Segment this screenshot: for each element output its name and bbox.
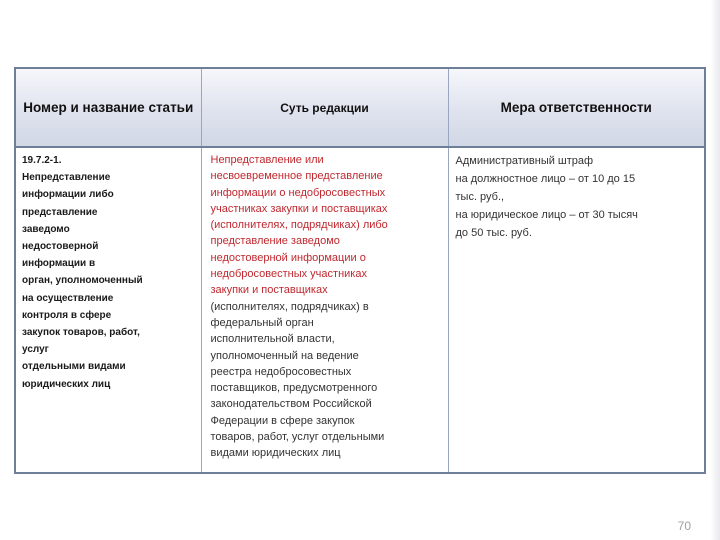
essence-line: товаров, работ, услуг отдельными: [210, 431, 385, 444]
article-line: закупок товаров, работ,: [22, 327, 140, 339]
article-line: услуг: [22, 344, 49, 356]
essence-cell: [201, 147, 448, 473]
essence-red-line: закупки и поставщиках: [210, 284, 328, 297]
essence-line: (исполнителях, подрядчиках) в: [210, 300, 369, 313]
penalty-text: [450, 149, 704, 242]
header-article: Номер и название статьи: [15, 68, 201, 147]
essence-line: уполномоченный на ведение: [210, 349, 359, 362]
header-row: [15, 68, 705, 147]
article-cell: [15, 147, 201, 473]
article-line: представление: [22, 206, 98, 218]
penalty-cell: [448, 147, 705, 473]
essence-red-line: участниках закупки и поставщиках: [210, 202, 388, 215]
header-essence: Суть редакции: [201, 68, 448, 147]
essence-line: Федерации в сфере закупок: [210, 414, 355, 427]
essence-red-line: недобросовестных участниках: [210, 268, 367, 281]
essence-line: поставщиков, предусмотренного: [210, 382, 378, 395]
essence-red-line: представление заведомо: [210, 235, 340, 248]
article-line: недостоверной: [22, 241, 99, 253]
essence-red-line: информации о недобросовестных: [210, 186, 386, 199]
essence-line: исполнительной власти,: [210, 333, 335, 346]
header-penalty: Мера ответственности: [448, 68, 705, 147]
decorative-edge-bar: [710, 0, 720, 540]
article-line: информации либо: [22, 189, 114, 201]
article-line: заведомо: [22, 223, 70, 235]
essence-red-line: Непредставление или: [210, 154, 324, 166]
article-line: юридических лиц: [22, 378, 111, 390]
penalty-line: тыс. руб.,: [455, 191, 505, 203]
page-number: 70: [677, 519, 691, 533]
penalty-line: на юридическое лицо – от 30 тысяч: [455, 209, 638, 221]
article-text: [17, 149, 200, 393]
essence-line: федеральный орган: [210, 316, 314, 329]
essence-line: видами юридических лиц: [210, 447, 341, 460]
essence-line: реестра недобросовестных: [210, 365, 352, 378]
article-line: отдельными видами: [22, 361, 126, 373]
essence-text: [203, 149, 447, 462]
liability-table: [14, 67, 706, 474]
essence-red-line: несвоевременное представление: [210, 170, 383, 183]
article-line: 19.7.2-1.: [22, 155, 62, 166]
essence-line: законодательством Российской: [210, 398, 372, 411]
article-line: Непредставление: [22, 172, 111, 184]
penalty-line: Административный штраф: [455, 155, 594, 167]
penalty-line: до 50 тыс. руб.: [455, 227, 532, 239]
article-line: информации в: [22, 258, 96, 270]
table-row: [15, 147, 705, 473]
essence-red-line: (исполнителях, подрядчиках) либо: [210, 219, 388, 232]
essence-red-line: недостоверной информации о: [210, 251, 366, 264]
article-line: на осуществление: [22, 292, 114, 304]
penalty-line: на должностное лицо – от 10 до 15: [455, 173, 636, 185]
article-line: орган, уполномоченный: [22, 275, 143, 287]
article-line: контроля в сфере: [22, 309, 112, 321]
